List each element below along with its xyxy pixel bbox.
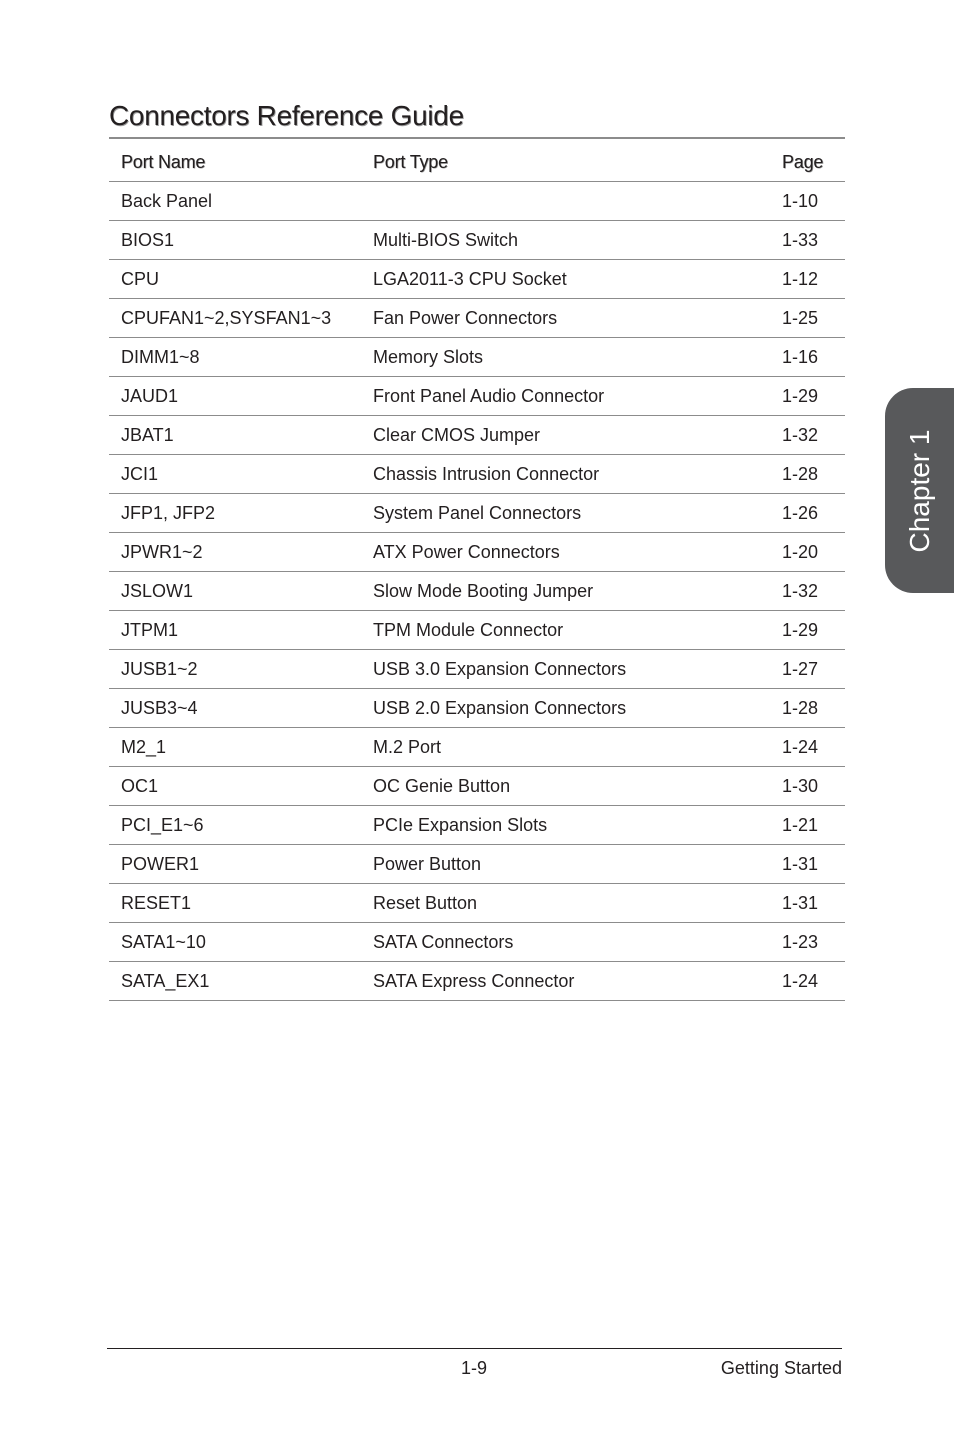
footer-section-title: Getting Started	[720, 1358, 842, 1378]
cell-port-type	[361, 182, 770, 221]
cell-page: 1-32	[770, 572, 845, 611]
cell-port-type: Slow Mode Booting Jumper	[361, 572, 770, 611]
header-port-name: Port Name	[109, 144, 361, 182]
table-body	[109, 182, 845, 1001]
cell-port-type: OC Genie Button	[361, 767, 770, 806]
cell-port-type: SATA Connectors	[361, 923, 770, 962]
header-port-type: Port Type	[361, 144, 770, 182]
cell-port-type: Power Button	[361, 845, 770, 884]
table-row	[109, 221, 845, 260]
cell-port-type: USB 2.0 Expansion Connectors	[361, 689, 770, 728]
cell-port-name: PCI_E1~6	[109, 806, 361, 845]
table-row	[109, 533, 845, 572]
table-row	[109, 182, 845, 221]
cell-page: 1-26	[770, 494, 845, 533]
title-divider	[109, 137, 845, 139]
cell-port-name: SATA1~10	[109, 923, 361, 962]
cell-port-name: JCI1	[109, 455, 361, 494]
cell-port-name: DIMM1~8	[109, 338, 361, 377]
cell-port-type: M.2 Port	[361, 728, 770, 767]
cell-port-type: Memory Slots	[361, 338, 770, 377]
cell-page: 1-31	[770, 884, 845, 923]
cell-page: 1-20	[770, 533, 845, 572]
cell-port-type: System Panel Connectors	[361, 494, 770, 533]
table-row	[109, 689, 845, 728]
cell-page: 1-10	[770, 182, 845, 221]
table-row	[109, 260, 845, 299]
cell-port-type: PCIe Expansion Slots	[361, 806, 770, 845]
cell-port-name: JAUD1	[109, 377, 361, 416]
cell-page: 1-23	[770, 923, 845, 962]
footer-page-number: 1-9	[461, 1358, 488, 1378]
page-title: Connectors Reference Guide	[109, 100, 464, 131]
cell-page: 1-21	[770, 806, 845, 845]
connectors-table	[109, 144, 845, 1001]
cell-port-name: Back Panel	[109, 182, 361, 221]
cell-port-name: M2_1	[109, 728, 361, 767]
cell-port-name: RESET1	[109, 884, 361, 923]
table-row	[109, 338, 845, 377]
cell-port-name: CPU	[109, 260, 361, 299]
cell-page: 1-28	[770, 455, 845, 494]
cell-port-type: SATA Express Connector	[361, 962, 770, 1001]
cell-page: 1-12	[770, 260, 845, 299]
cell-port-type: Front Panel Audio Connector	[361, 377, 770, 416]
cell-port-name: JSLOW1	[109, 572, 361, 611]
cell-page: 1-28	[770, 689, 845, 728]
table-row	[109, 884, 845, 923]
cell-port-type: Fan Power Connectors	[361, 299, 770, 338]
header-page: Page	[770, 144, 845, 182]
table-row	[109, 806, 845, 845]
table-row	[109, 377, 845, 416]
table-row	[109, 962, 845, 1001]
cell-port-type: Multi-BIOS Switch	[361, 221, 770, 260]
cell-page: 1-32	[770, 416, 845, 455]
cell-port-name: JPWR1~2	[109, 533, 361, 572]
cell-port-type: Clear CMOS Jumper	[361, 416, 770, 455]
table-row	[109, 923, 845, 962]
cell-port-type: ATX Power Connectors	[361, 533, 770, 572]
table-row	[109, 572, 845, 611]
cell-port-name: JUSB3~4	[109, 689, 361, 728]
cell-page: 1-31	[770, 845, 845, 884]
cell-page: 1-16	[770, 338, 845, 377]
cell-port-name: OC1	[109, 767, 361, 806]
table-row	[109, 299, 845, 338]
cell-port-type: Chassis Intrusion Connector	[361, 455, 770, 494]
cell-page: 1-25	[770, 299, 845, 338]
cell-page: 1-24	[770, 728, 845, 767]
cell-port-name: POWER1	[109, 845, 361, 884]
cell-port-name: JBAT1	[109, 416, 361, 455]
table-header-row	[109, 144, 845, 182]
cell-page: 1-29	[770, 611, 845, 650]
table-row	[109, 728, 845, 767]
cell-port-name: JFP1, JFP2	[109, 494, 361, 533]
cell-port-name: JTPM1	[109, 611, 361, 650]
cell-page: 1-24	[770, 962, 845, 1001]
cell-port-name: SATA_EX1	[109, 962, 361, 1001]
cell-port-name: BIOS1	[109, 221, 361, 260]
cell-page: 1-33	[770, 221, 845, 260]
table-row	[109, 650, 845, 689]
chapter-tab-label: Chapter 1	[903, 429, 935, 552]
table-row	[109, 416, 845, 455]
table-row	[109, 767, 845, 806]
cell-port-type: LGA2011-3 CPU Socket	[361, 260, 770, 299]
table-row	[109, 455, 845, 494]
table-row	[109, 845, 845, 884]
cell-page: 1-29	[770, 377, 845, 416]
cell-port-name: JUSB1~2	[109, 650, 361, 689]
table-row	[109, 611, 845, 650]
cell-page: 1-27	[770, 650, 845, 689]
cell-port-name: CPUFAN1~2,SYSFAN1~3	[109, 299, 361, 338]
cell-port-type: USB 3.0 Expansion Connectors	[361, 650, 770, 689]
table-row	[109, 494, 845, 533]
footer-divider	[107, 1348, 842, 1349]
cell-port-type: Reset Button	[361, 884, 770, 923]
cell-port-type: TPM Module Connector	[361, 611, 770, 650]
chapter-tab	[885, 388, 954, 593]
cell-page: 1-30	[770, 767, 845, 806]
